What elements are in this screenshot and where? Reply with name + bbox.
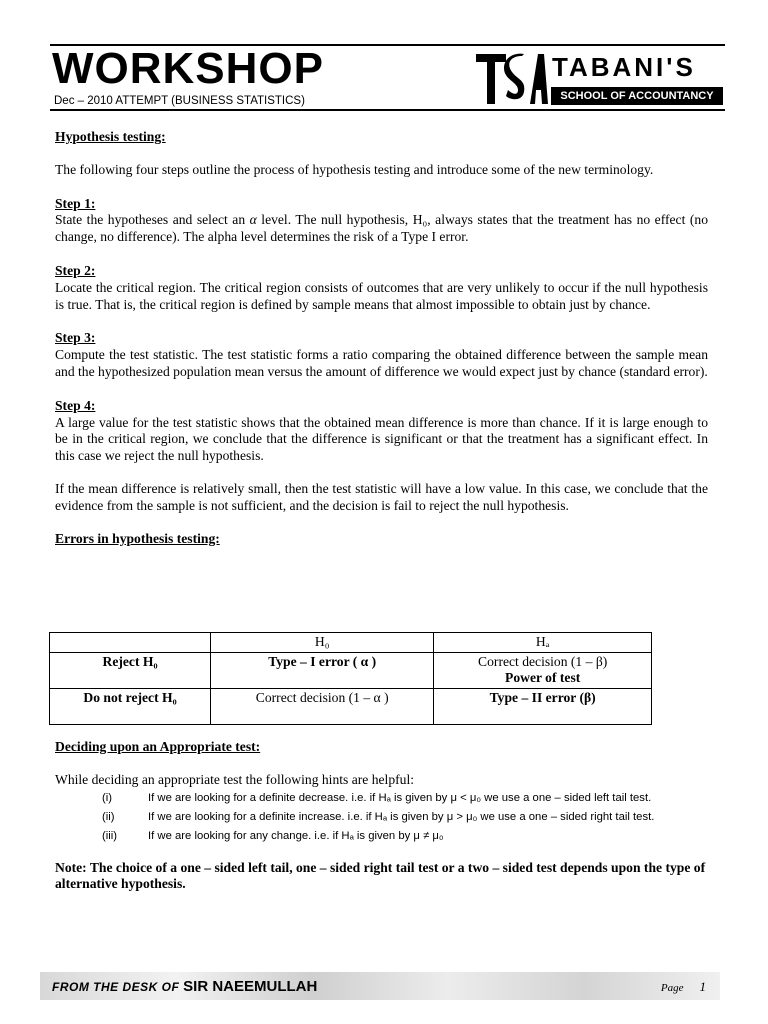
step-2-heading: Step 2:: [55, 262, 96, 278]
section-title: Hypothesis testing:: [55, 129, 166, 144]
step-1-text-a: State the hypotheses and select an: [55, 212, 250, 228]
correct-decision-beta: Correct decision (1 – β): [478, 653, 608, 669]
footer-name: SIR NAEEMULLAH: [183, 978, 318, 995]
list-item: [55, 827, 708, 846]
hint-text: If we are looking for any change. i.e. if Hₐ is given by μ ≠ μ₀: [148, 829, 444, 842]
logo-name: TABANI'S: [552, 52, 696, 82]
row-do-not-reject-label: Do not reject H₀: [50, 688, 211, 724]
table-row: [50, 688, 652, 724]
alpha-symbol: α: [249, 212, 257, 228]
col-h0-header: H₀: [211, 633, 434, 653]
power-cell: [434, 652, 652, 688]
errors-table: [49, 632, 652, 725]
page-label: Page: [660, 982, 684, 994]
list-item: [55, 789, 708, 808]
hint-number: (ii): [102, 810, 115, 823]
type-1-error-cell: Type – I error ( α ): [211, 652, 434, 688]
intro-paragraph: The following four steps outline the process of hypothesis testing and introduce some of the new terminology.: [55, 161, 654, 177]
step-2-text: Locate the critical region. The critical region consists of outcomes that are very unlikely to occur if the null hypothesis is true. That is, the critical region is defined by sample means that almost impossible to obtain just by chance.: [55, 279, 708, 312]
logo-school: SCHOOL OF ACCOUNTANCY: [551, 87, 723, 105]
step-4-heading: Step 4:: [55, 397, 96, 413]
deciding-title: Deciding upon an Appropriate test:: [55, 739, 261, 754]
tsa-monogram-icon: [474, 50, 548, 106]
step-3-heading: Step 3:: [55, 330, 96, 346]
step-3-text: Compute the test statistic. The test statistic forms a ratio comparing the obtained difference between the sample mean and the hypothesized population mean versus the amount of difference we would expect just by chance (standard error).: [55, 347, 708, 379]
footer-author: [52, 978, 317, 995]
page-footer: [40, 972, 720, 1000]
deciding-section: [55, 739, 708, 893]
hint-text: If we are looking for a definite increase. i.e. if Hₐ is given by μ > μ₀ we use a one – sided right tail test.: [148, 810, 655, 823]
step-1-heading: Step 1:: [55, 195, 96, 211]
hint-number: (i): [102, 791, 113, 804]
power-of-test: Power of test: [505, 670, 581, 686]
list-item: [55, 808, 708, 827]
table-corner-cell: [50, 633, 211, 653]
type-2-error-cell: Type – II error (β): [434, 688, 652, 724]
errors-title: Errors in hypothesis testing:: [55, 530, 220, 546]
tsa-logo: [474, 50, 726, 106]
deciding-intro: While deciding an appropriate test the following hints are helpful:: [55, 771, 414, 787]
workshop-title: WORKSHOP: [52, 44, 324, 93]
hint-text: If we are looking for a definite decrease. i.e. if Hₐ is given by μ < μ₀ we use a one – sided left tail test.: [148, 791, 652, 804]
table-row: [50, 633, 652, 653]
hint-number: (iii): [102, 829, 118, 842]
row-reject-label: Reject H₀: [50, 652, 211, 688]
workshop-subtitle: Dec – 2010 ATTEMPT (BUSINESS STATISTICS): [54, 95, 305, 107]
step-4-text: A large value for the test statistic shows that the obtained mean difference is more than chance. If it is large enough to be in the critical region, we conclude that the difference is significant or that the treatment has a significant effect. In this case we reject the null hypothesis.: [55, 414, 708, 464]
step-4-followup: If the mean difference is relatively small, then the test statistic will have a low value. In this case, we conclude that the evidence from the sample is not sufficient, and the decision is fail to reject the null hypothesis.: [55, 480, 708, 513]
footer-page: [661, 979, 706, 995]
logo-letters: TSA: [474, 50, 476, 51]
step-1-text-b: level. The null hypothesis, H₀, always states that the treatment has no effect (no change, no difference). The alpha level determines the risk of a Type I error.: [55, 212, 708, 245]
table-row: [50, 652, 652, 688]
note-paragraph: Note: The choice of a one – sided left tail, one – sided right tail test or a two – sided test depends upon the type of alternative hypothesis.: [55, 859, 706, 892]
correct-decision-alpha: Correct decision (1 – α ): [211, 688, 434, 724]
step-1-text: [55, 212, 708, 246]
main-content: [55, 129, 708, 547]
col-ha-header: Hₐ: [434, 633, 652, 653]
header-bottom-rule: [50, 109, 725, 111]
hints-list: [55, 789, 708, 846]
page-number: 1: [699, 979, 706, 994]
footer-from: FROM THE DESK OF: [52, 980, 184, 994]
